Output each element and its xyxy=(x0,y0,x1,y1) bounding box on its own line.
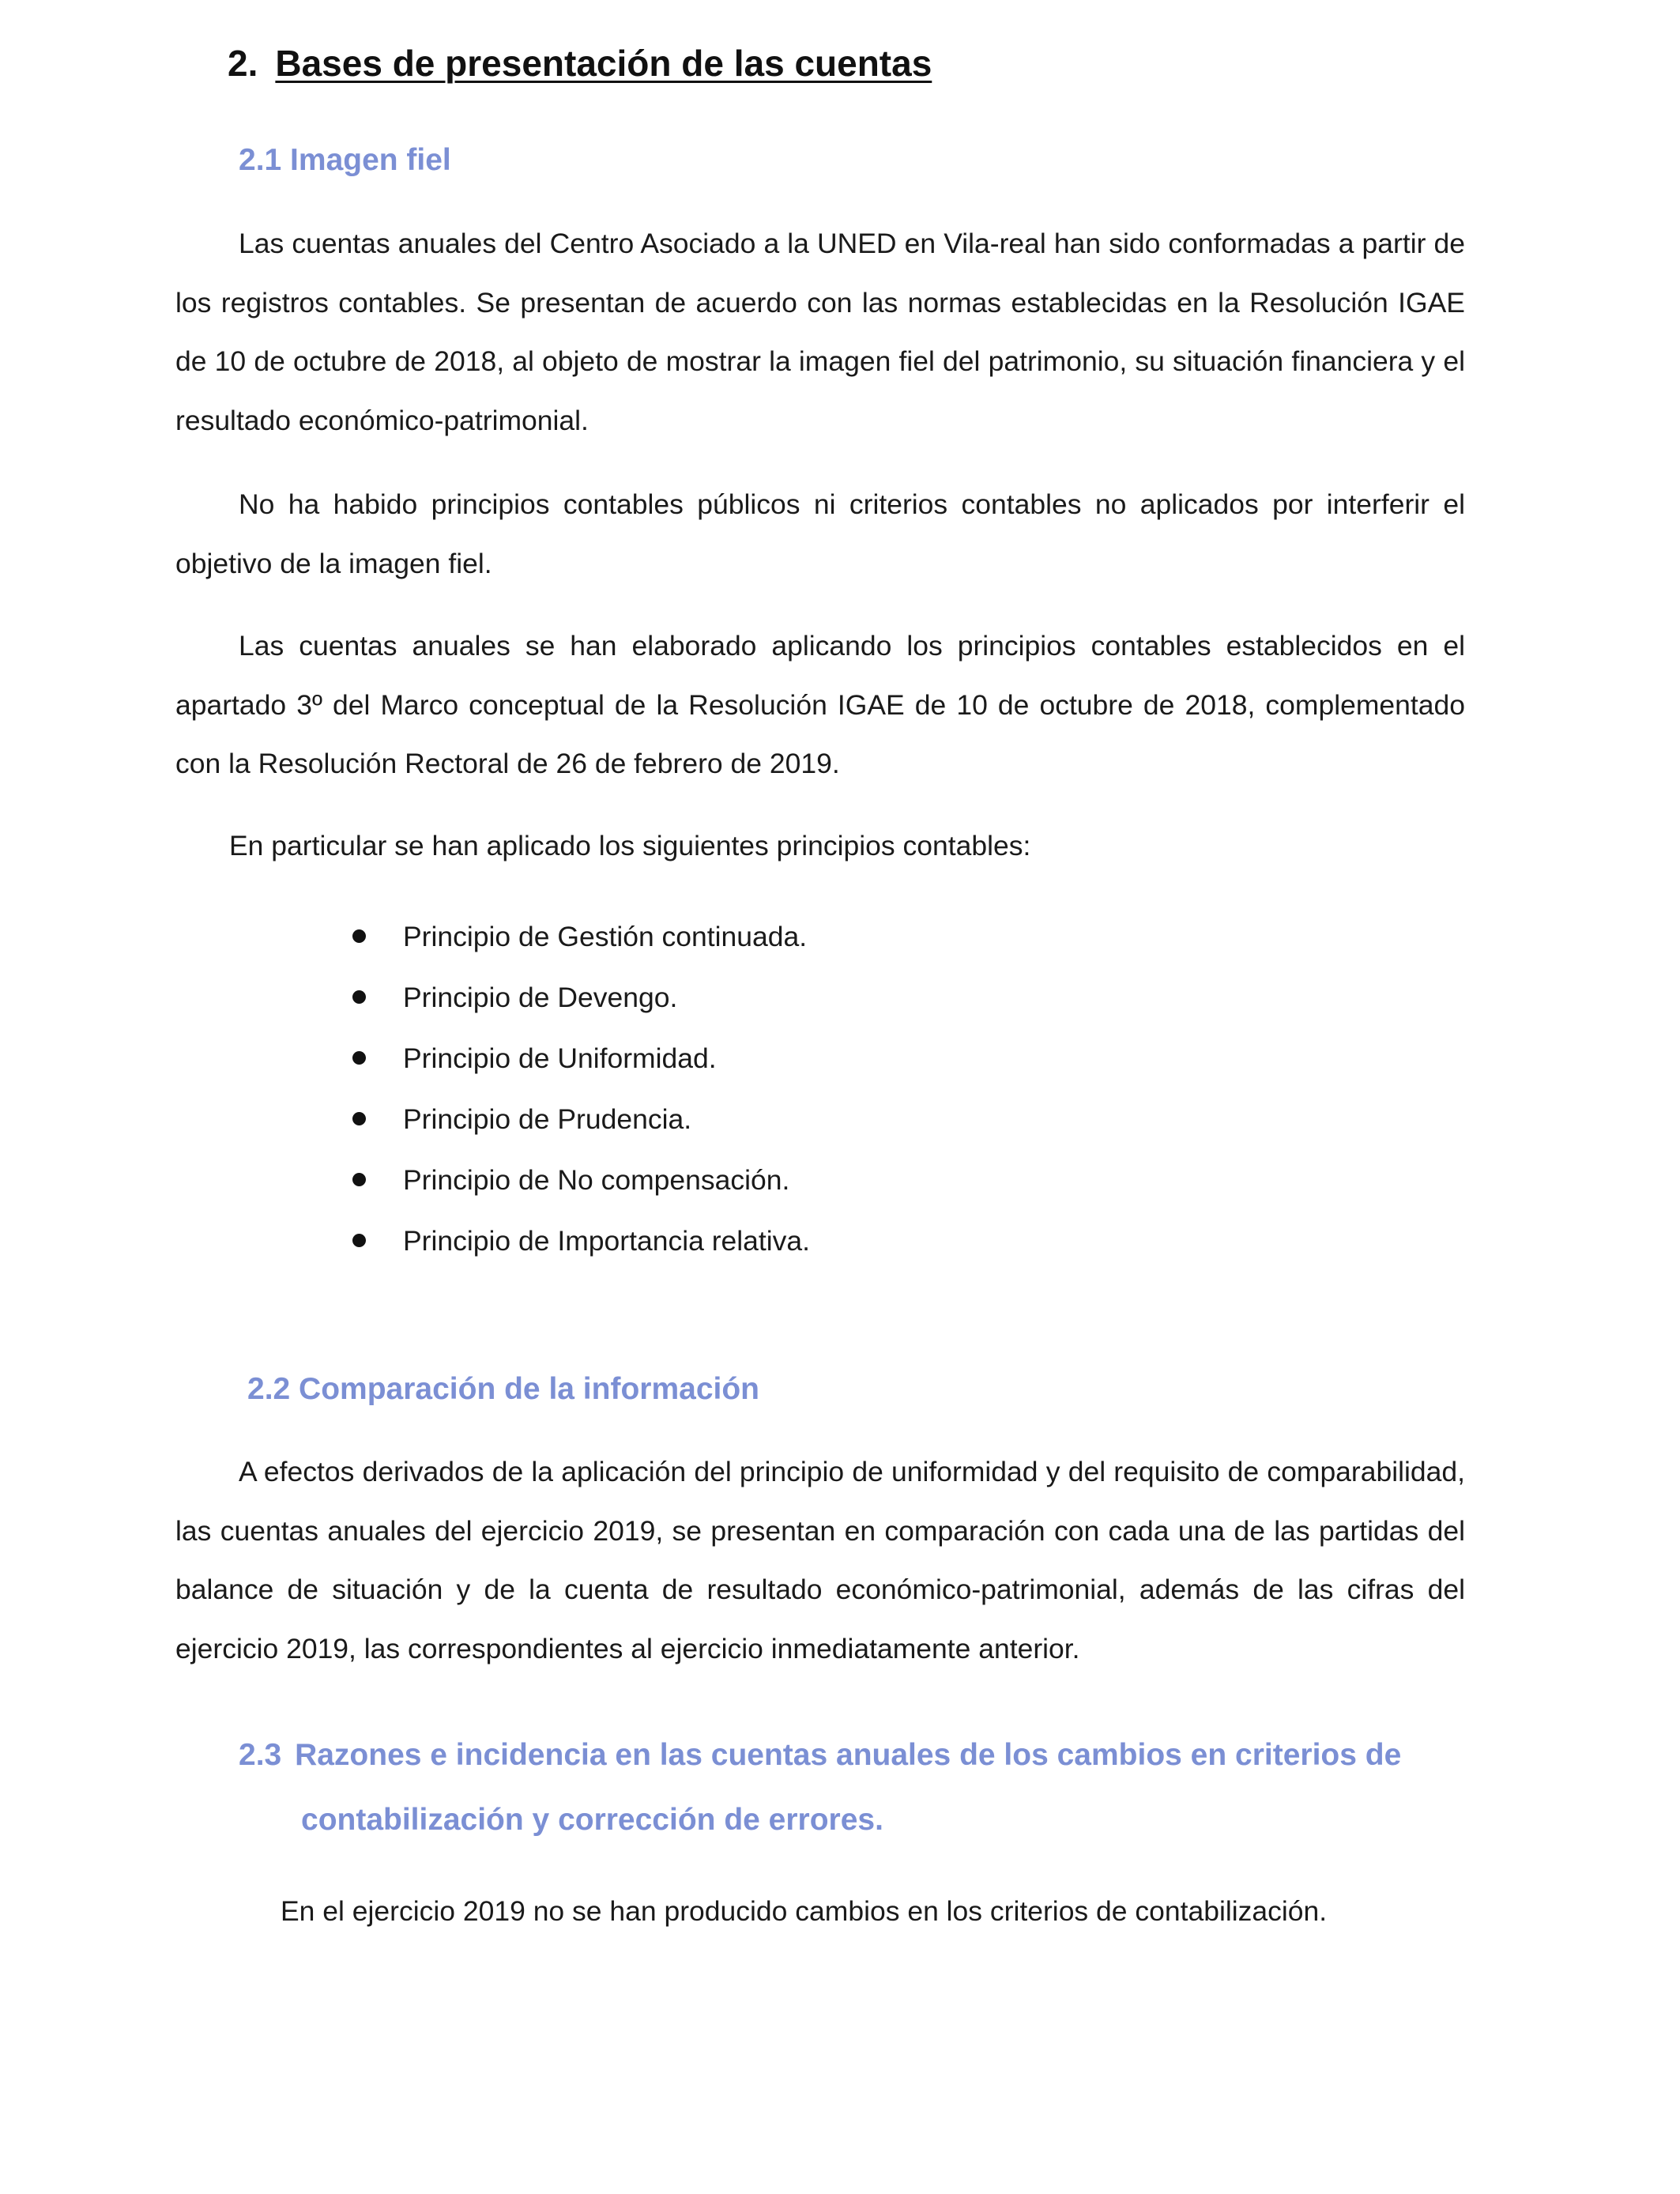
paragraph-imagen-fiel-2: No ha habido principios contables públicos ni criterios contables no aplicados por interferir el objetivo de la imagen fiel. xyxy=(175,488,1465,579)
bullet-icon xyxy=(352,1051,366,1065)
section-number: 2. xyxy=(228,43,258,84)
section-heading xyxy=(228,40,932,87)
list-item: Principio de Gestión continuada. xyxy=(352,917,810,978)
paragraph-imagen-fiel-1: Las cuentas anuales del Centro Asociado a la UNED en Vila-real han sido conformadas a partir de los registros contables. Se presentan de acuerdo con las normas establecidas en la Resolución IGAE de 10 de octubre de 2018, al objeto de mostrar la imagen fiel del patrimonio, su situación financiera y el resultado económico-patrimonial. xyxy=(175,228,1465,436)
list-item: Principio de Devengo. xyxy=(352,978,810,1039)
paragraph-cambios-criterios: En el ejercicio 2019 no se han producido cambios en los criterios de contabilización. xyxy=(281,1895,1328,1927)
principles-list xyxy=(352,917,810,1282)
section-title: Bases de presentación de las cuentas xyxy=(275,43,932,84)
subsection-number-2-3: 2.3 xyxy=(239,1738,282,1772)
paragraph-imagen-fiel-3: Las cuentas anuales se han elaborado aplicando los principios contables establecidos en el apartado 3º del Marco conceptual de la Resolución IGAE de 10 de octubre de 2018, complementado con la Resolución Rectoral de 26 de febrero de 2019. xyxy=(175,630,1465,779)
bullet-icon xyxy=(352,929,366,943)
subsection-heading-2-2: 2.2 Comparación de la información xyxy=(247,1372,759,1406)
bullet-icon xyxy=(352,1112,366,1125)
bullet-icon xyxy=(352,990,366,1004)
paragraph-comparacion: A efectos derivados de la aplicación del principio de uniformidad y del requisito de comparabilidad, las cuentas anuales del ejercicio 2019, se presentan en comparación con cada una de las partidas del balance de situación y de la cuenta de resultado económico-patrimonial, además de las cifras del ejercicio 2019, las correspondientes al ejercicio inmediatamente anterior. xyxy=(175,1456,1465,1664)
subsection-heading-2-3: 2.3 Razones e incidencia en las cuentas anuales de los cambios en criterios de contabilización y corrección de errores. xyxy=(239,1738,1402,1837)
list-item: Principio de Prudencia. xyxy=(352,1099,810,1160)
principles-intro: En particular se han aplicado los siguientes principios contables: xyxy=(229,830,1031,861)
list-item: Principio de Uniformidad. xyxy=(352,1039,810,1099)
list-item: Principio de Importancia relativa. xyxy=(352,1221,810,1282)
bullet-icon xyxy=(352,1173,366,1186)
list-item: Principio de No compensación. xyxy=(352,1160,810,1221)
subsection-heading-2-1: 2.1 Imagen fiel xyxy=(239,143,451,177)
bullet-icon xyxy=(352,1234,366,1247)
